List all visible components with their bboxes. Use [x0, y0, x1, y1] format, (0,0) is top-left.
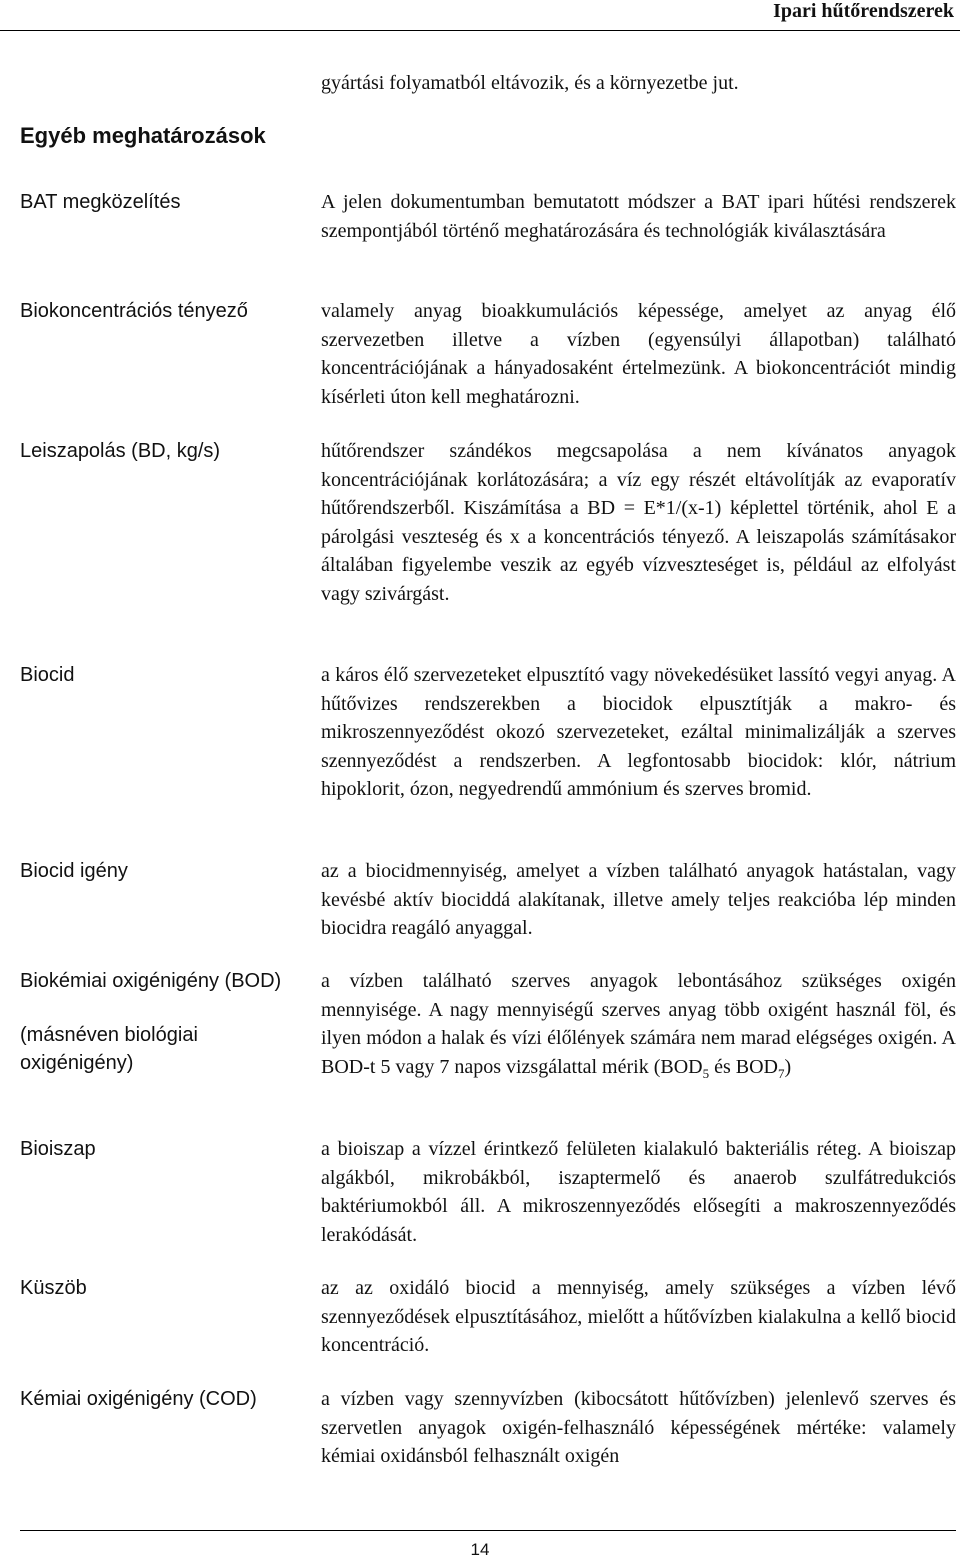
definition-kuszob: az az oxidáló biocid a mennyiség, amely szükséges a vízben lévő szennyeződések elpusztításához, mielőtt a hűtővízben kialakulna a kellő biocid koncentráció. [321, 1277, 956, 1357]
header-title: Ipari hűtőrendszerek [773, 0, 954, 22]
term-leiszapolas: Leiszapolás (BD, kg/s) [20, 440, 221, 462]
term-biocid: Biocid [20, 664, 75, 686]
term-biokoncentracio: Biokoncentrációs tényező [20, 300, 248, 322]
term-bat: BAT megközelítés [20, 191, 181, 213]
intro-text: gyártási folyamatból eltávozik, és a környezetbe jut. [321, 72, 739, 94]
page-number: 14 [470, 1540, 490, 1559]
term-kuszob: Küszöb [20, 1277, 87, 1299]
definition-bat: A jelen dokumentumban bemutatott módszer a BAT ipari hűtési rendszerek szempontjából történő meghatározására és technológiák kiválasztására [321, 191, 956, 242]
section-title: Egyéb meghatározások [20, 123, 266, 148]
definition-bod-sub-5: 5 [702, 1065, 710, 1081]
definition-leiszapolas: hűtőrendszer szándékos megcsapolása a nem kívánatos anyagok koncentrációjának korlátozására; a víz egy részét eltávolítják az evaporatív hűtőrendszerből. Kiszámítása a BD = E*1/(x-1) képlettel történik, ahol E a párolgási veszteség és x a koncentrációs tényező. A leiszapolás számításakor általában figyelembe veszik az egyéb vízveszteséget is, például az elfolyást vagy szivárgást. [321, 440, 956, 605]
term-bod [20, 967, 300, 1078]
definition-biocid-igeny: az a biocidmennyiség, amelyet a vízben található anyagok hatástalan, vagy kevésbé aktív biociddá alakítanak, illetve amely teljes reakcióba lép minden biocidra reagáló anyaggal. [321, 860, 956, 940]
definition-bod [321, 967, 956, 1081]
term-bod-alias: (másnéven biológiai oxigénigény) [20, 1023, 198, 1074]
term-cod: Kémiai oxigénigény (COD) [20, 1388, 257, 1410]
running-header [0, 0, 960, 31]
definition-bod-text: a vízben található szerves anyagok lebontásához szükséges oxigén mennyisége. A nagy mennyiségű szerves anyag több oxigént használ föl, és ilyen módon a halak és vízi élőlények számára nem marad elégséges oxigén. A BOD-t 5 vagy 7 napos vizsgálattal mérik (BOD [321, 970, 956, 1078]
definition-bioiszap: a bioiszap a vízzel érintkező felületen kialakuló bakteriális réteg. A bioiszap algákból, mikrobákból, iszaptermelő és anaerob szulfátredukciós baktériumokból áll. A mikroszennyeződés elősegíti a makroszennyeződés lerakódását. [321, 1138, 956, 1246]
term-bod-main: Biokémiai oxigénigény (BOD) [20, 970, 282, 992]
definition-bod-mid: és BOD [709, 1055, 778, 1078]
definition-bod-end: ) [784, 1055, 792, 1078]
definition-biokoncentracio: valamely anyag bioakkumulációs képessége, amelyet az anyag élő szervezetben illetve a vízben (egyensúlyi állapotban) található koncentrációjának a hányadosaként értelmezünk. A biokoncentrációt mindig kísérleti úton kell meghatározni. [321, 300, 956, 408]
definition-cod: a vízben vagy szennyvízben (kibocsátott hűtővízben) jelenlevő szerves és szervetlen anyagok oxigén-felhasználó képességének mértéke: valamely kémiai oxidánsból felhasznált oxigén [321, 1388, 956, 1468]
definition-biocid: a káros élő szervezeteket elpusztító vagy növekedésüket lassító vegyi anyag. A hűtővizes rendszerekben a biocidok elpusztítják a makro- és mikroszennyeződést okozó szervezeteket, ezáltal minimalizálják a szerves szennyeződést a rendszerben. A legfontosabb biocidok: klór, nátrium hipoklorit, ózon, negyedrendű ammónium és szerves bromid. [321, 664, 956, 801]
term-bioiszap: Bioiszap [20, 1138, 96, 1160]
footer-divider [20, 1530, 956, 1531]
definition-bod-sub-7: 7 [777, 1065, 785, 1081]
term-biocid-igeny: Biocid igény [20, 860, 128, 882]
